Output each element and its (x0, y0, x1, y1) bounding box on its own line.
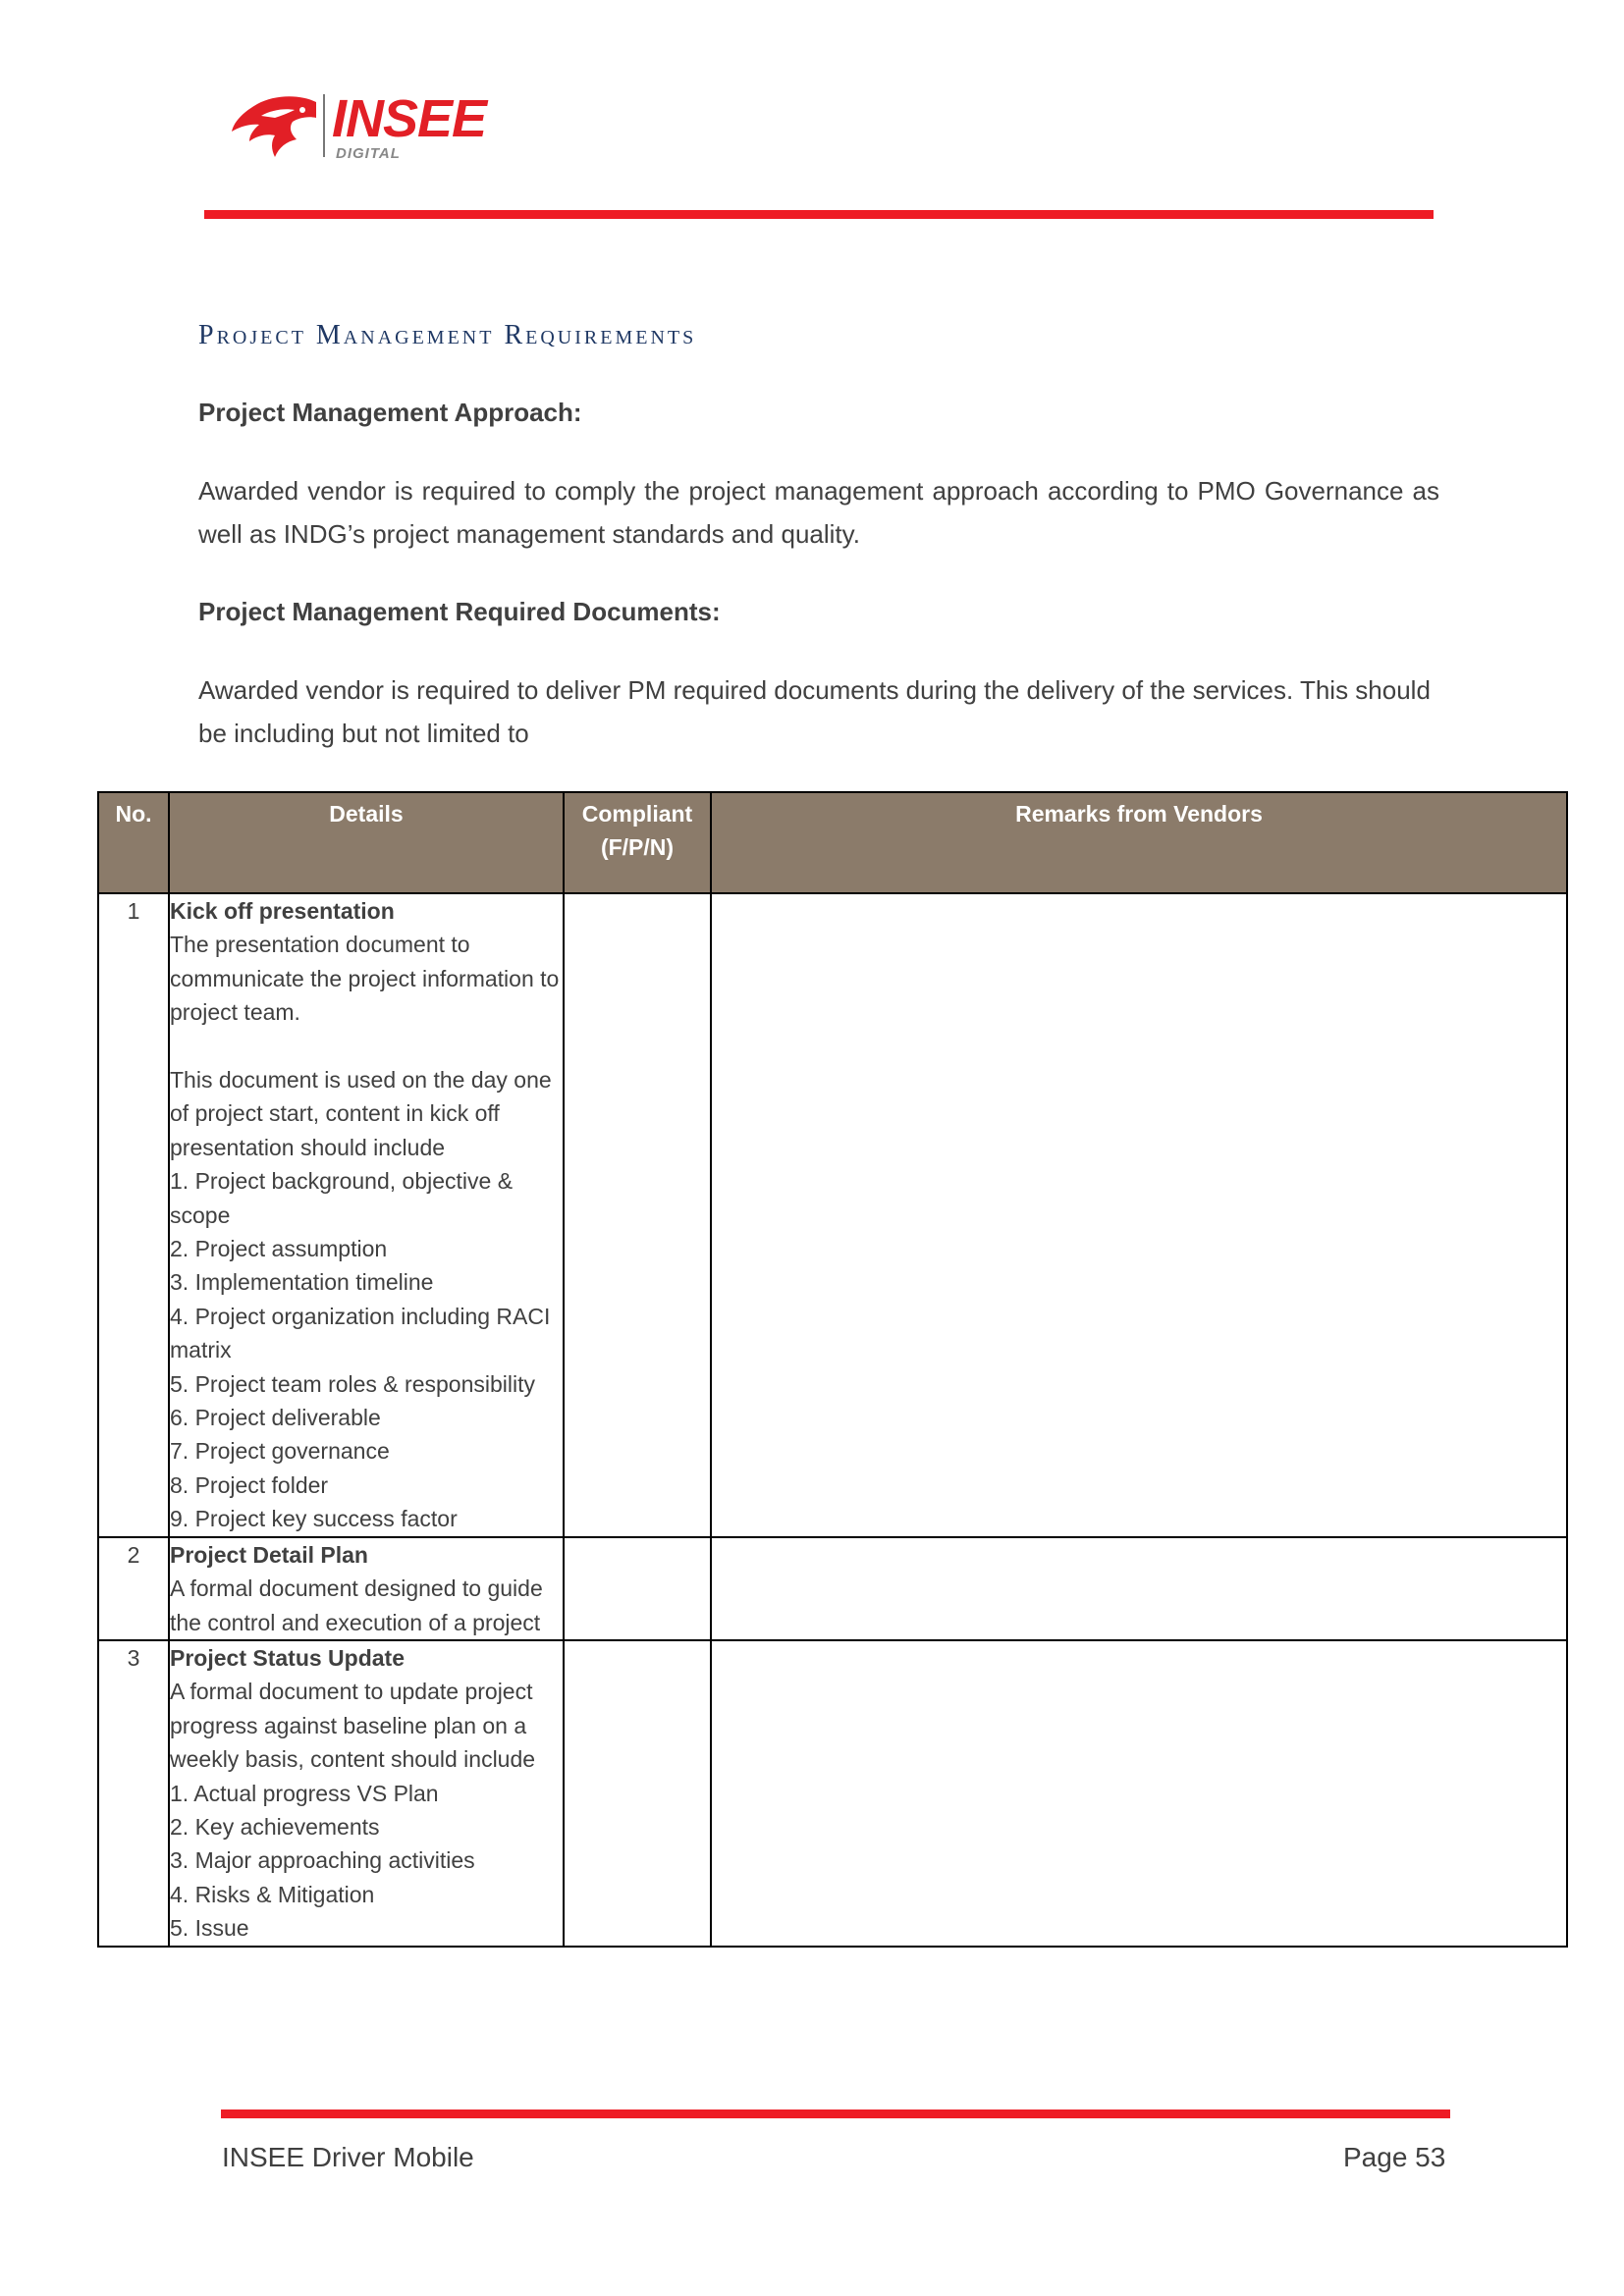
list-item: 2. Project assumption (170, 1236, 388, 1262)
remarks-cell[interactable] (711, 1640, 1567, 1947)
table-row (98, 893, 1567, 1537)
logo-separator (323, 94, 325, 157)
insee-digital-logo (232, 90, 516, 169)
compliant-cell[interactable] (564, 1537, 711, 1640)
row-number: 2 (98, 1537, 169, 1640)
list-item: 4. Risks & Mitigation (170, 1881, 375, 1907)
row-title: Project Status Update (170, 1644, 405, 1671)
list-item: 5. Project team roles & responsibility (170, 1370, 535, 1397)
list-item: 3. Major approaching activities (170, 1847, 475, 1874)
list-item: 8. Project folder (170, 1471, 329, 1498)
row-details (169, 893, 564, 1537)
header-rule (204, 210, 1434, 219)
approach-heading: Project Management Approach: (198, 398, 582, 427)
list-item: 6. Project deliverable (170, 1405, 381, 1431)
row-details (169, 1640, 564, 1947)
header-compliant-line2: (F/P/N) (600, 834, 675, 860)
list-item: 3. Implementation timeline (170, 1269, 434, 1296)
table-header-row (98, 792, 1567, 893)
header-compliant (564, 792, 711, 893)
footer-rule (221, 2109, 1450, 2118)
documents-heading: Project Management Required Documents: (198, 597, 721, 626)
list-item: 5. Issue (170, 1915, 249, 1942)
header-details: Details (169, 792, 564, 893)
header-no: No. (98, 792, 169, 893)
compliant-cell[interactable] (564, 1640, 711, 1947)
eagle-logo-icon (232, 94, 320, 159)
header-compliant-line1: Compliant (581, 801, 693, 827)
list-item: 2. Key achievements (170, 1813, 380, 1840)
list-item: 1. Project background, objective & scope (170, 1168, 514, 1228)
approach-paragraph: Awarded vendor is required to comply the project management approach according to PMO Governance as well as INDG’s project management standards and quality. (198, 476, 1439, 549)
table-row (98, 1537, 1567, 1640)
row-number: 1 (98, 893, 169, 1537)
compliant-cell[interactable] (564, 893, 711, 1537)
row-description-2: This document is used on the day one of project start, content in kick off presentation should include (170, 1067, 552, 1160)
row-description: A formal document designed to guide the control and execution of a project (170, 1575, 543, 1635)
requirements-table (97, 791, 1568, 1948)
row-spacer (170, 1030, 563, 1063)
list-item: 7. Project governance (170, 1438, 390, 1465)
row-description: The presentation document to communicate the project information to project team. (170, 932, 560, 1026)
row-title: Kick off presentation (170, 898, 395, 924)
row-details (169, 1537, 564, 1640)
remarks-cell[interactable] (711, 1537, 1567, 1640)
row-description: A formal document to update project progress against baseline plan on a weekly basis, content should include (170, 1679, 536, 1773)
section-title: Project Management Requirements (198, 320, 697, 350)
remarks-cell[interactable] (711, 893, 1567, 1537)
logo-wordmark: INSEE (332, 89, 487, 148)
row-title: Project Detail Plan (170, 1541, 368, 1568)
documents-paragraph: Awarded vendor is required to deliver PM required documents during the delivery of the services. This should be including but not limited to (198, 675, 1431, 748)
header-remarks: Remarks from Vendors (711, 792, 1567, 893)
footer-page-number: Page 53 (1343, 2142, 1446, 2172)
footer-document-title: INSEE Driver Mobile (222, 2142, 474, 2172)
logo-subtext: DIGITAL (336, 145, 401, 162)
list-item: 9. Project key success factor (170, 1506, 458, 1532)
list-item: 4. Project organization including RACI matrix (170, 1303, 551, 1363)
list-item: 1. Actual progress VS Plan (170, 1780, 439, 1806)
row-number: 3 (98, 1640, 169, 1947)
table-row (98, 1640, 1567, 1947)
